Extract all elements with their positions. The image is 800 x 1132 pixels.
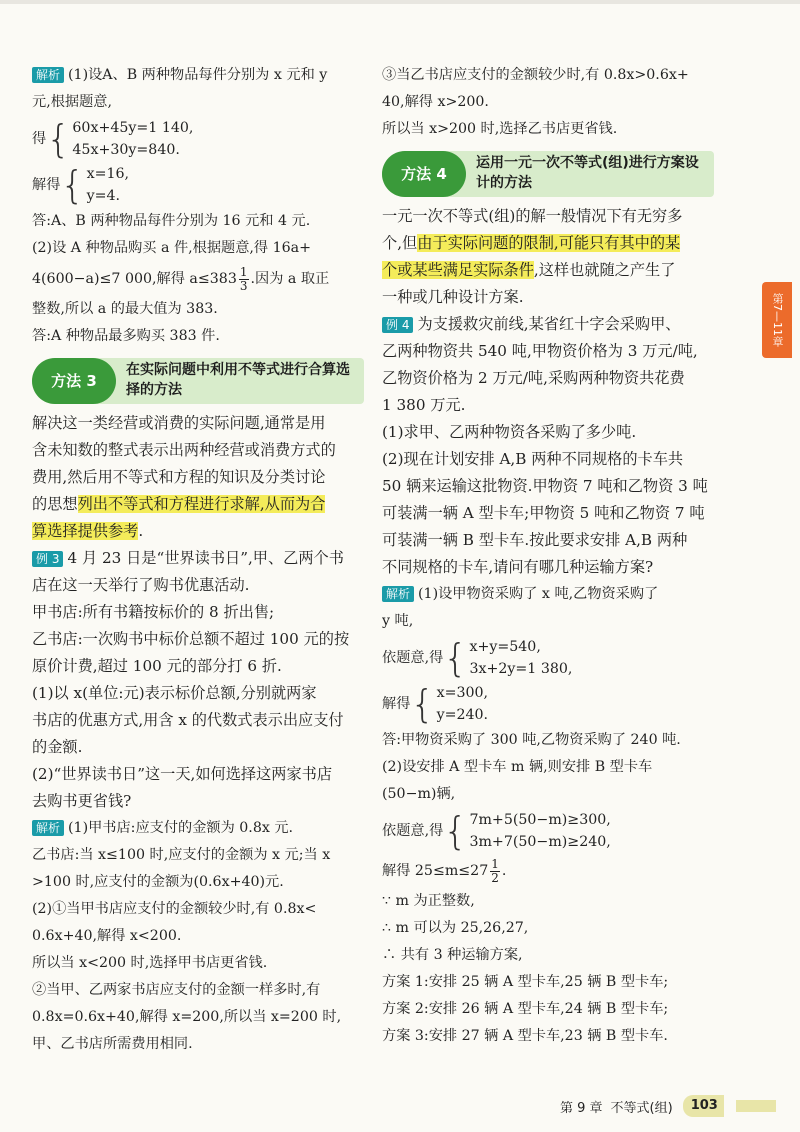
text-line: (2)设 A 种物品购买 a 件,根据题意,得 16a+ [32, 240, 312, 256]
example-4-line: 例 4 为支援救灾前线,某省红十字会采购甲、 [382, 311, 714, 338]
text-line: 含未知数的整式表示出两种经营或消费方式的 [32, 441, 336, 459]
example-tag: 例 3 [32, 551, 63, 567]
inequality-system: 依题意,得 { 7m+5(50−m)≥300, 3m+7(50−m)≥240, [382, 809, 611, 853]
highlight: 列出不等式和方程进行求解,从而为合 [77, 495, 326, 513]
text-line: ∴ 共有 3 种运输方案, [382, 947, 523, 963]
text-line: 乙书店:一次购书中标价总额不超过 100 元的按 [32, 630, 350, 648]
text-line: 甲、乙书店所需费用相同. [32, 1036, 193, 1052]
chapter-side-tab: 第7—11章 [762, 282, 792, 358]
example-tag: 例 4 [382, 317, 413, 333]
equation-system-2: 解得 { x=16, y=4. [32, 163, 130, 207]
text-line: 算选择提供参考. [32, 522, 144, 540]
text-line: 乙两种物资共 540 吨,甲物资价格为 3 万元/吨, [382, 342, 698, 360]
text-line: (1)求甲、乙两种物资各采购了多少吨. [382, 423, 637, 441]
text-line: 原价计费,超过 100 元的部分打 6 折. [32, 657, 282, 675]
text-line: 整数,所以 a 的最大值为 383. [32, 301, 218, 317]
fraction: $\frac{1}{3}$ [239, 264, 248, 293]
text-line: ∴ m 可以为 25,26,27, [382, 920, 529, 936]
text-line: 个,但由于实际问题的限制,可能只有其中的某 [382, 234, 681, 252]
text-line: 0.8x=0.6x+40,解得 x=200,所以当 x=200 时, [32, 1009, 342, 1025]
text-line: 个或某些满足实际条件,这样也就随之产生了 [382, 261, 676, 279]
footer-bar [736, 1100, 776, 1112]
text-line: 方案 1:安排 25 辆 A 型卡车,25 辆 B 型卡车; [382, 974, 669, 990]
equation-system-3: 依题意,得 { x+y=540, 3x+2y=1 380, [382, 636, 573, 680]
text-line: 的金额. [32, 738, 83, 756]
text-line: (2)①当甲书店应支付的金额较少时,有 0.8x< [32, 901, 317, 917]
left-column [32, 62, 364, 1058]
highlight: 由于实际问题的限制,可能只有其中的某 [417, 234, 681, 252]
text-line: 一元一次不等式(组)的解一般情况下有无穷多 [382, 207, 683, 225]
text-line: 0.6x+40,解得 x<200. [32, 928, 182, 944]
analysis-tag: 解析 [382, 586, 414, 602]
text-line: 可装满一辆 B 型卡车.按此要求安排 A,B 两种 [382, 531, 688, 549]
equation-system-1: 得 { 60x+45y=1 140, 45x+30y=840. [32, 117, 194, 161]
text-line: 40,解得 x>200. [382, 94, 489, 110]
text-line: ③当乙书店应支付的金额较少时,有 0.8x>0.6x+ [382, 67, 689, 83]
method-title: 在实际问题中利用不等式进行合算选择的方法 [126, 362, 350, 398]
text-line: 书店的优惠方式,用含 x 的代数式表示出应支付 [32, 711, 344, 729]
equation-system-4: 解得 { x=300, y=240. [382, 682, 489, 726]
text-line: 乙书店:当 x≤100 时,应支付的金额为 x 元;当 x [32, 847, 331, 863]
text-line-with-fraction: 4(600−a)≤7 000,解得 a≤383 $\frac{1}{3}$ .因为 a 取正 [32, 264, 330, 293]
method-title: 运用一元一次不等式(组)进行方案设计的方法 [476, 155, 699, 191]
text-line: (1)以 x(单位:元)表示标价总额,分别就两家 [32, 684, 317, 702]
analysis-tag: 解析 [32, 820, 64, 836]
text-line: 一种或几种设计方案. [382, 288, 524, 306]
text-line: y 吨, [382, 613, 414, 629]
analysis-3-line: 解析 (1)甲书店:应支付的金额为 0.8x 元. [32, 815, 364, 842]
text-line: ∵ m 为正整数, [382, 893, 475, 909]
text-line: 去购书更省钱? [32, 792, 132, 810]
text-line: ②当甲、乙两家书店应支付的金额一样多时,有 [32, 982, 321, 998]
text-line: 所以当 x<200 时,选择甲书店更省钱. [32, 955, 268, 971]
text-line: 费用,然后用不等式和方程的知识及分类讨论 [32, 468, 326, 486]
footer-chapter: 第 9 章 [560, 1100, 603, 1116]
text-line: 元,根据题意, [32, 94, 112, 110]
highlight: 个或某些满足实际条件 [382, 261, 534, 279]
brace-icon: { [443, 636, 468, 680]
text-line: 所以当 x>200 时,选择乙书店更省钱. [382, 121, 618, 137]
text-line: 答:A、B 两种物品每件分别为 16 元和 4 元. [32, 213, 311, 229]
text-line: (2)“世界读书日”这一天,如何选择这两家书店 [32, 765, 333, 783]
text-line: 50 辆来运输这批物资.甲物资 7 吨和乙物资 3 吨 [382, 477, 708, 495]
analysis-1-line: 解析 (1)设A、B 两种物品每件分别为 x 元和 y [32, 62, 364, 89]
text-line: (50−m)辆, [382, 786, 456, 802]
text-line: 乙物资价格为 2 万元/吨,采购两种物资共花费 [382, 369, 685, 387]
page-top-edge [0, 0, 800, 4]
brace-icon: { [46, 117, 71, 161]
brace-icon: { [60, 163, 85, 207]
text-line: 答:甲物资采购了 300 吨,乙物资采购了 240 吨. [382, 732, 681, 748]
analysis-4-line: 解析 (1)设甲物资采购了 x 吨,乙物资采购了 [382, 581, 714, 608]
text-line: 的思想列出不等式和方程进行求解,从而为合 [32, 495, 326, 513]
right-column [382, 62, 714, 1050]
method-3-header [32, 358, 364, 404]
page-number: 103 [683, 1095, 724, 1117]
text-line: 店在这一天举行了购书优惠活动. [32, 576, 250, 594]
brace-icon: { [410, 682, 435, 726]
method-4-header [382, 151, 714, 197]
text-line: (2)现在计划安排 A,B 两种不同规格的卡车共 [382, 450, 684, 468]
text-line: 甲书店:所有书籍按标价的 8 折出售; [32, 603, 275, 621]
text-line: 方案 2:安排 26 辆 A 型卡车,24 辆 B 型卡车; [382, 1001, 669, 1017]
text-line: (2)设安排 A 型卡车 m 辆,则安排 B 型卡车 [382, 759, 653, 775]
brace-icon: { [443, 809, 468, 853]
footer-title: 不等式(组) [610, 1100, 673, 1116]
page-footer [560, 1094, 740, 1118]
text-line: >100 时,应支付的金额为(0.6x+40)元. [32, 874, 284, 890]
fraction: $\frac{1}{2}$ [491, 856, 499, 885]
highlight: 算选择提供参考 [32, 522, 139, 540]
text-line: 不同规格的卡车,请问有哪几种运输方案? [382, 558, 654, 576]
text-line: 1 380 万元. [382, 396, 466, 414]
text-line: 解决这一类经营或消费的实际问题,通常是用 [32, 414, 326, 432]
text-line: 方案 3:安排 27 辆 A 型卡车,23 辆 B 型卡车. [382, 1028, 668, 1044]
text-line: 可装满一辆 A 型卡车;甲物资 5 吨和乙物资 7 吨 [382, 504, 705, 522]
text-line-with-fraction: 解得 25≤m≤27 $\frac{1}{2}$ . [382, 856, 507, 885]
analysis-tag: 解析 [32, 67, 64, 83]
method-badge: 方法 3 [32, 358, 116, 404]
text-line: 答:A 种物品最多购买 383 件. [32, 328, 220, 344]
method-badge: 方法 4 [382, 151, 466, 197]
example-3-line: 例 3 4 月 23 日是“世界读书日”,甲、乙两个书 [32, 545, 364, 572]
